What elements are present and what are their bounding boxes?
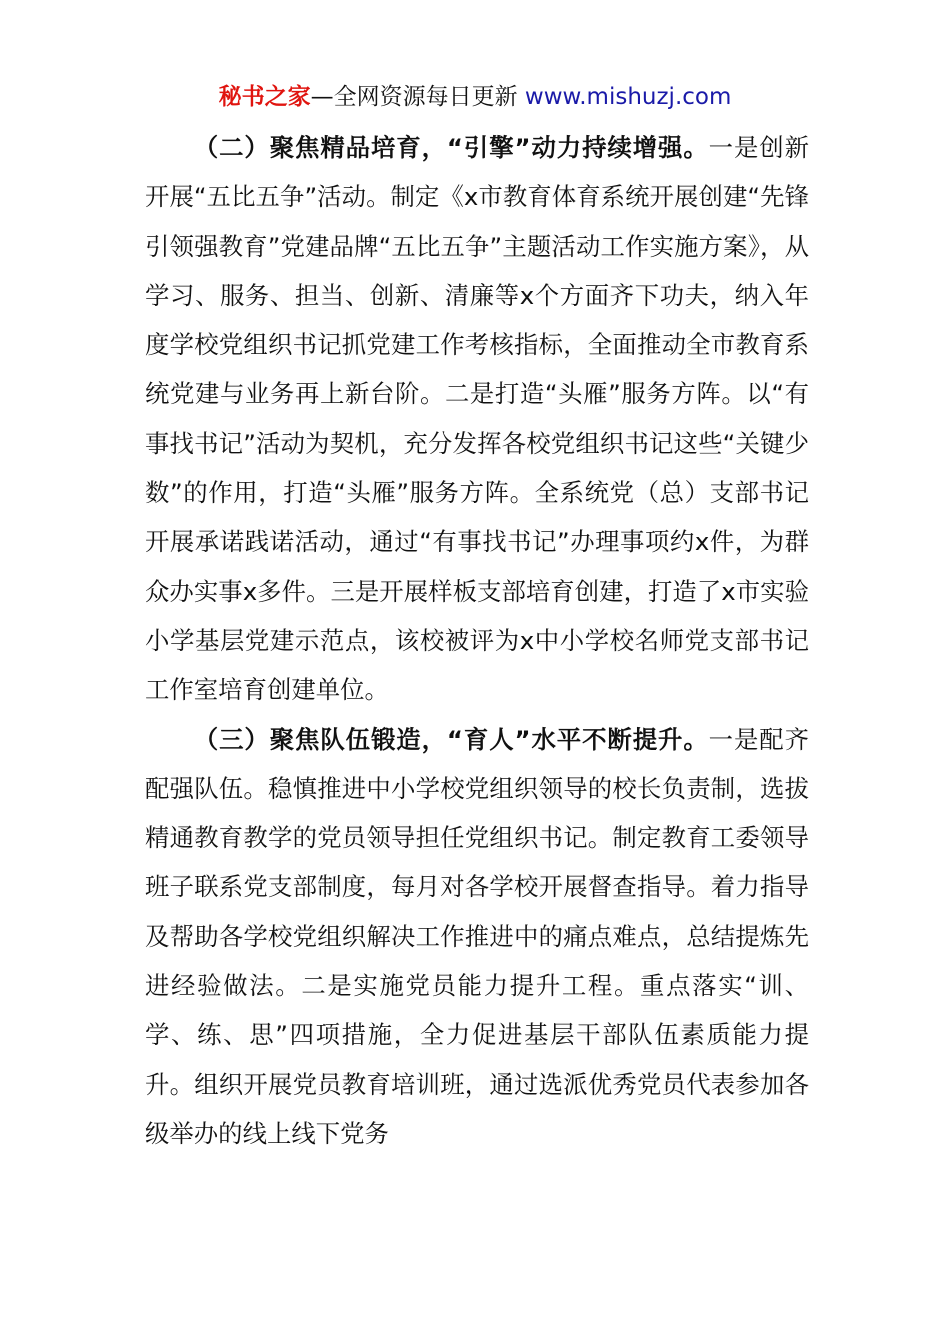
document-body: [145, 123, 809, 1158]
paragraph-section-3: [145, 715, 809, 1159]
section-text-2: 一是创新开展“五比五争”活动。制定《x市教育体育系统开展创建“先锋引领强教育”党建品牌“五比五争”主题活动工作实施方案》，从学习、服务、担当、创新、清廉等x个方面齐下功夫，纳入年度学校党组织书记抓党建工作考核指标，全面推动全市教育系统党建与业务再上新台阶。二是打造“头雁”服务方阵。以“有事找书记”活动为契机，充分发挥各校党组织书记这些“关键少数”的作用，打造“头雁”服务方阵。全系统党（总）支部书记开展承诺践诺活动，通过“有事找书记”办理事项约x件，为群众办实事x多件。三是开展样板支部培育创建，打造了x市实验小学基层党建示范点，该校被评为x中小学校名师党支部书记工作室培育创建单位。: [145, 133, 809, 705]
section-text-3: 一是配齐配强队伍。稳慎推进中小学校党组织领导的校长负责制，选拔精通教育教学的党员领导担任党组织书记。制定教育工委领导班子联系党支部制度，每月对各学校开展督查指导。着力指导及帮助各学校党组织解决工作推进中的痛点难点，总结提炼先进经验做法。二是实施党员能力提升工程。重点落实“训、学、练、思”四项措施，全力促进基层干部队伍素质能力提升。组织开展党员教育培训班，通过选派优秀党员代表参加各级举办的线上线下党务: [145, 724, 809, 1148]
section-heading-2: （二）聚焦精品培育，“引擎”动力持续增强。: [193, 133, 709, 162]
brand-name: 秘书之家: [218, 84, 311, 110]
header-tagline: —全网资源每日更新: [310, 84, 518, 110]
page-header: [0, 80, 950, 114]
paragraph-section-2: [145, 123, 809, 715]
section-heading-3: （三）聚焦队伍锻造，“育人”水平不断提升。: [193, 724, 709, 754]
site-url-link[interactable]: www.mishuzj.com: [524, 84, 732, 110]
